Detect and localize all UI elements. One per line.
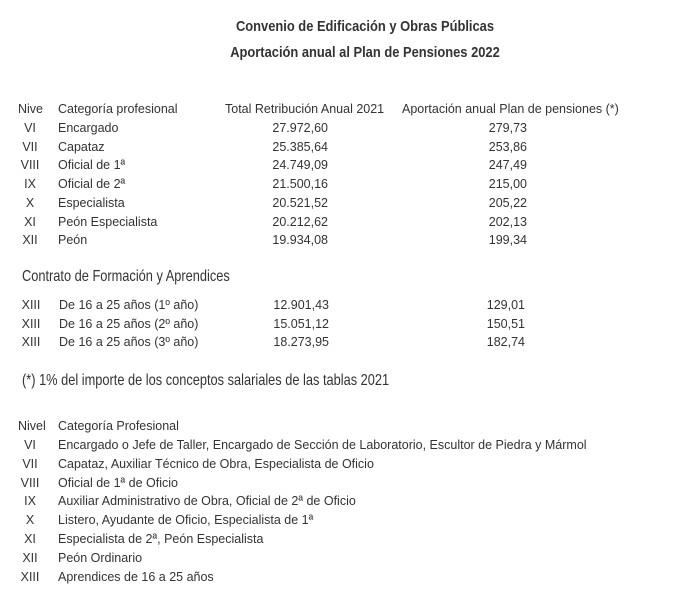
categoria-cell: Oficial de 1ª [58,158,126,173]
nivel-cell: IX [24,177,36,192]
categoria-cell: De 16 a 25 años (2º año) [59,316,199,331]
nivel-cell: XII [22,550,38,565]
total-cell: 15.051,12 [273,316,329,331]
categoria-cell: Listero, Ayudante de Oficio, Especialista de 1ª [58,513,314,528]
section-title-formacion: Contrato de Formación y Aprendices [22,268,230,285]
total-cell: 24.749,09 [272,158,328,173]
header-aportacion: Aportación anual Plan de pensiones (*) [402,102,619,116]
nivel-cell: VIII [20,158,40,173]
aportacion-cell: 199,34 [488,233,527,248]
nivel-cell: XI [24,532,36,546]
aportacion-cell: 253,86 [488,139,527,154]
total-cell: 27.972,60 [272,121,328,135]
header-total: Total Retribución Anual 2021 [225,102,385,116]
categoria-cell: Especialista de 2ª, Peón Especialista [58,532,264,546]
document-subtitle: Aportación anual al Plan de Pensiones 2022 [230,44,500,61]
aportacion-cell: 247,49 [488,158,527,173]
categoria-cell: Capataz, Auxiliar Técnico de Obra, Especialista de Oficio [58,456,374,471]
nivel-cell: VI [24,121,36,135]
nivel-cell: XIII [21,316,41,331]
nivel-cell: VII [22,139,38,154]
categoria-cell: Peón Especialista [58,214,158,229]
nivel-cell: VIII [20,475,40,490]
aportacion-cell: 215,00 [488,177,527,192]
nivel-cell: XI [24,214,36,229]
nivel-cell: X [25,195,35,210]
nivel-cell: IX [24,494,36,509]
aportacion-cell: 129,01 [486,298,525,312]
aportacion-cell: 150,51 [486,316,525,331]
document-title: Convenio de Edificación y Obras Públicas [235,18,495,35]
aportacion-cell: 279,73 [488,121,527,135]
categoria-cell: Encargado o Jefe de Taller, Encargado de Sección de Laboratorio, Escultor de Piedra y Mármol [58,438,587,452]
header-nivel: Nive [18,102,44,116]
nivel-cell: VII [22,456,38,471]
nivel-cell: XIII [20,569,40,584]
categoria-cell: Oficial de 2ª [58,177,126,192]
categoria-cell: Auxiliar Administrativo de Obra, Oficial de 2ª de Oficio [58,494,356,509]
categoria-cell: Especialista [58,195,125,210]
header-categoria: Categoría profesional [58,102,178,116]
nivel-cell: VI [24,438,36,452]
nivel-cell: XIII [21,298,41,312]
aportacion-cell: 182,74 [486,335,525,350]
footnote: (*) 1% del importe de los conceptos salariales de las tablas 2021 [22,372,390,389]
total-cell: 19.934,08 [272,233,328,248]
aportacion-cell: 202,13 [488,214,527,229]
categoria-cell: De 16 a 25 años (1º año) [59,298,199,312]
total-cell: 25.385,64 [272,139,328,154]
total-cell: 12.901,43 [273,298,329,312]
total-cell: 20.212,62 [272,214,328,229]
header-nivel: Nivel [18,419,46,433]
total-cell: 18.273,95 [273,335,329,350]
categoria-cell: Oficial de 1ª de Oficio [58,475,178,490]
total-cell: 21.500,16 [272,177,328,192]
categoria-cell: Peón [58,233,88,248]
nivel-cell: X [25,513,35,528]
categoria-cell: Peón Ordinario [58,550,143,565]
total-cell: 20.521,52 [272,195,328,210]
nivel-cell: XII [22,233,38,248]
categoria-cell: Encargado [58,121,119,135]
categoria-cell: Aprendices de 16 a 25 años [58,569,214,584]
nivel-cell: XIII [21,335,41,350]
header-categoria: Categoría Profesional [58,419,179,433]
categoria-cell: De 16 a 25 años (3º año) [59,335,199,350]
categoria-cell: Capataz [58,139,105,154]
aportacion-cell: 205,22 [488,195,527,210]
